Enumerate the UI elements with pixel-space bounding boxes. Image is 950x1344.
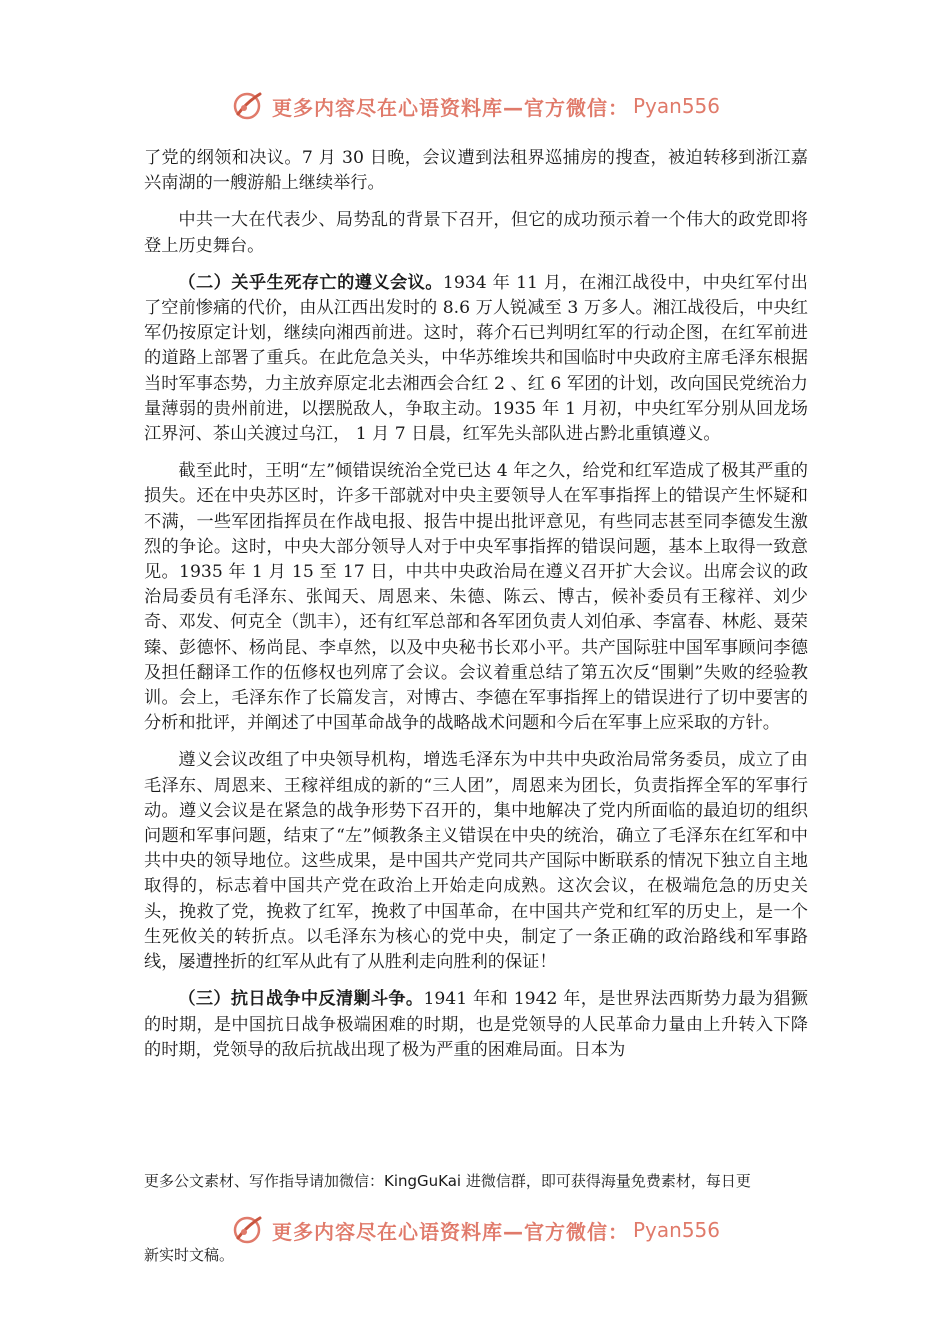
section-heading: （三）抗日战争中反清剿斗争。 <box>178 989 424 1010</box>
watermark-text: 更多内容尽在心语资料库—官方微信： <box>271 95 629 120</box>
footer-note: 更多公文素材、写作指导请加微信：KingGuKai 进微信群，即可获得海量免费素材，每日更 <box>144 1172 751 1190</box>
watermark-top <box>0 86 950 126</box>
brush-logo-icon <box>230 88 266 124</box>
watermark-id: Pyan556 <box>632 1218 720 1242</box>
paragraph <box>144 987 808 1063</box>
footer-tail: 新实时文稿。 <box>144 1246 235 1264</box>
paragraph <box>144 748 808 975</box>
paragraph-text: 1934 年 11 月，在湘江战役中，中央红军付出了空前惨痛的代价，由从江西出发时的 8.6 万人锐减至 3 万多人。湘江战役后，中央红军仍按原定计划，继续向湘西前进。这时，蒋介石已判明红军的行动企图，在红军前进的道路上部署了重兵。在此危急关头，中华苏维埃共和国临时中央政府主席毛泽东根据当时军事态势，力主放弃原定北去湘西会合红 2 、红 6 军团的计划，改向国民党统治力量薄弱的贵州前进，以摆脱敌人，争取主动。1935 年 1 月初，中央红军分别从回龙场江界河、茶山关渡过乌江， 1 月 7 日晨，红军先头部队进占黔北重镇遵义。 <box>144 272 808 445</box>
paragraph-text: 中共一大在代表少、局势乱的背景下召开，但它的成功预示着一个伟大的政党即将登上历史舞台。 <box>144 210 808 256</box>
watermark-text: 更多内容尽在心语资料库—官方微信： <box>271 1219 629 1244</box>
brush-logo-icon <box>230 1212 266 1248</box>
paragraph-text: 了党的纲领和决议。7 月 30 日晚，会议遭到法租界巡捕房的搜查，被迫转移到浙江嘉兴南湖的一艘游船上继续举行。 <box>144 148 808 194</box>
watermark-bottom <box>0 1210 950 1250</box>
section-heading: （二）关乎生死存亡的遵义会议。 <box>178 272 443 293</box>
paragraph <box>144 271 808 447</box>
paragraph-text: 遵义会议改组了中央领导机构，增选毛泽东为中共中央政治局常务委员，成立了由毛泽东、周恩来、王稼祥组成的新的“三人团”，周恩来为团长，负责指挥全军的军事行动。遵义会议是在紧急的战争形势下召开的，集中地解决了党内所面临的最迫切的组织问题和军事问题，结束了“左”倾教条主义错误在中央的统治，确立了毛泽东在红军和中共中央的领导地位。这些成果，是中国共产党同共产国际中断联系的情况下独立自主地取得的，标志着中国共产党在政治上开始走向成熟。这次会议，在极端危急的历史关头，挽救了党，挽救了红军，挽救了中国革命，在中国共产党和红军的历史上，是一个生死攸关的转折点。以毛泽东为核心的党中央，制定了一条正确的政治路线和军事路线，屡遭挫折的红军从此有了从胜利走向胜利的保证！ <box>144 750 808 973</box>
paragraph <box>144 208 808 258</box>
paragraph <box>144 459 808 736</box>
paragraph-text: 截至此时，王明“左”倾错误统治全党已达 4 年之久，给党和红军造成了极其严重的损失。还在中央苏区时，许多干部就对中央主要领导人在军事指挥上的错误产生怀疑和不满，一些军团指挥员在作战电报、报告中提出批评意见，有些同志甚至同李德发生激烈的争论。这时，中央大部分领导人对于中央军事指挥的错误问题，基本上取得一致意见。1935 年 1 月 15 至 17 日，中共中央政治局在遵义召开扩大会议。出席会议的政治局委员有毛泽东、张闻天、周恩来、朱德、陈云、博古，候补委员有王稼祥、刘少奇、邓发、何克全（凯丰），还有红军总部和各军团负责人刘伯承、李富春、林彪、聂荣臻、彭德怀、杨尚昆、李卓然，以及中央秘书长邓小平。共产国际驻中国军事顾问李德及担任翻译工作的伍修权也列席了会议。会议着重总结了第五次反“围剿”失败的经验教训。会上，毛泽东作了长篇发言，对博古、李德在军事指挥上的错误进行了切中要害的分析和批评，并阐述了中国革命战争的战略战术问题和今后在军事上应采取的方针。 <box>144 461 808 734</box>
watermark-id: Pyan556 <box>632 94 720 118</box>
paragraph-text: 1941 年和 1942 年，是世界法西斯势力最为猖獗的时期，是中国抗日战争极端困难的时期，也是党领导的人民革命力量由上升转入下降的时期，党领导的敌后抗战出现了极为严重的困难局面。日本为 <box>144 989 808 1060</box>
paragraph <box>144 146 808 196</box>
document-body <box>144 146 808 1075</box>
